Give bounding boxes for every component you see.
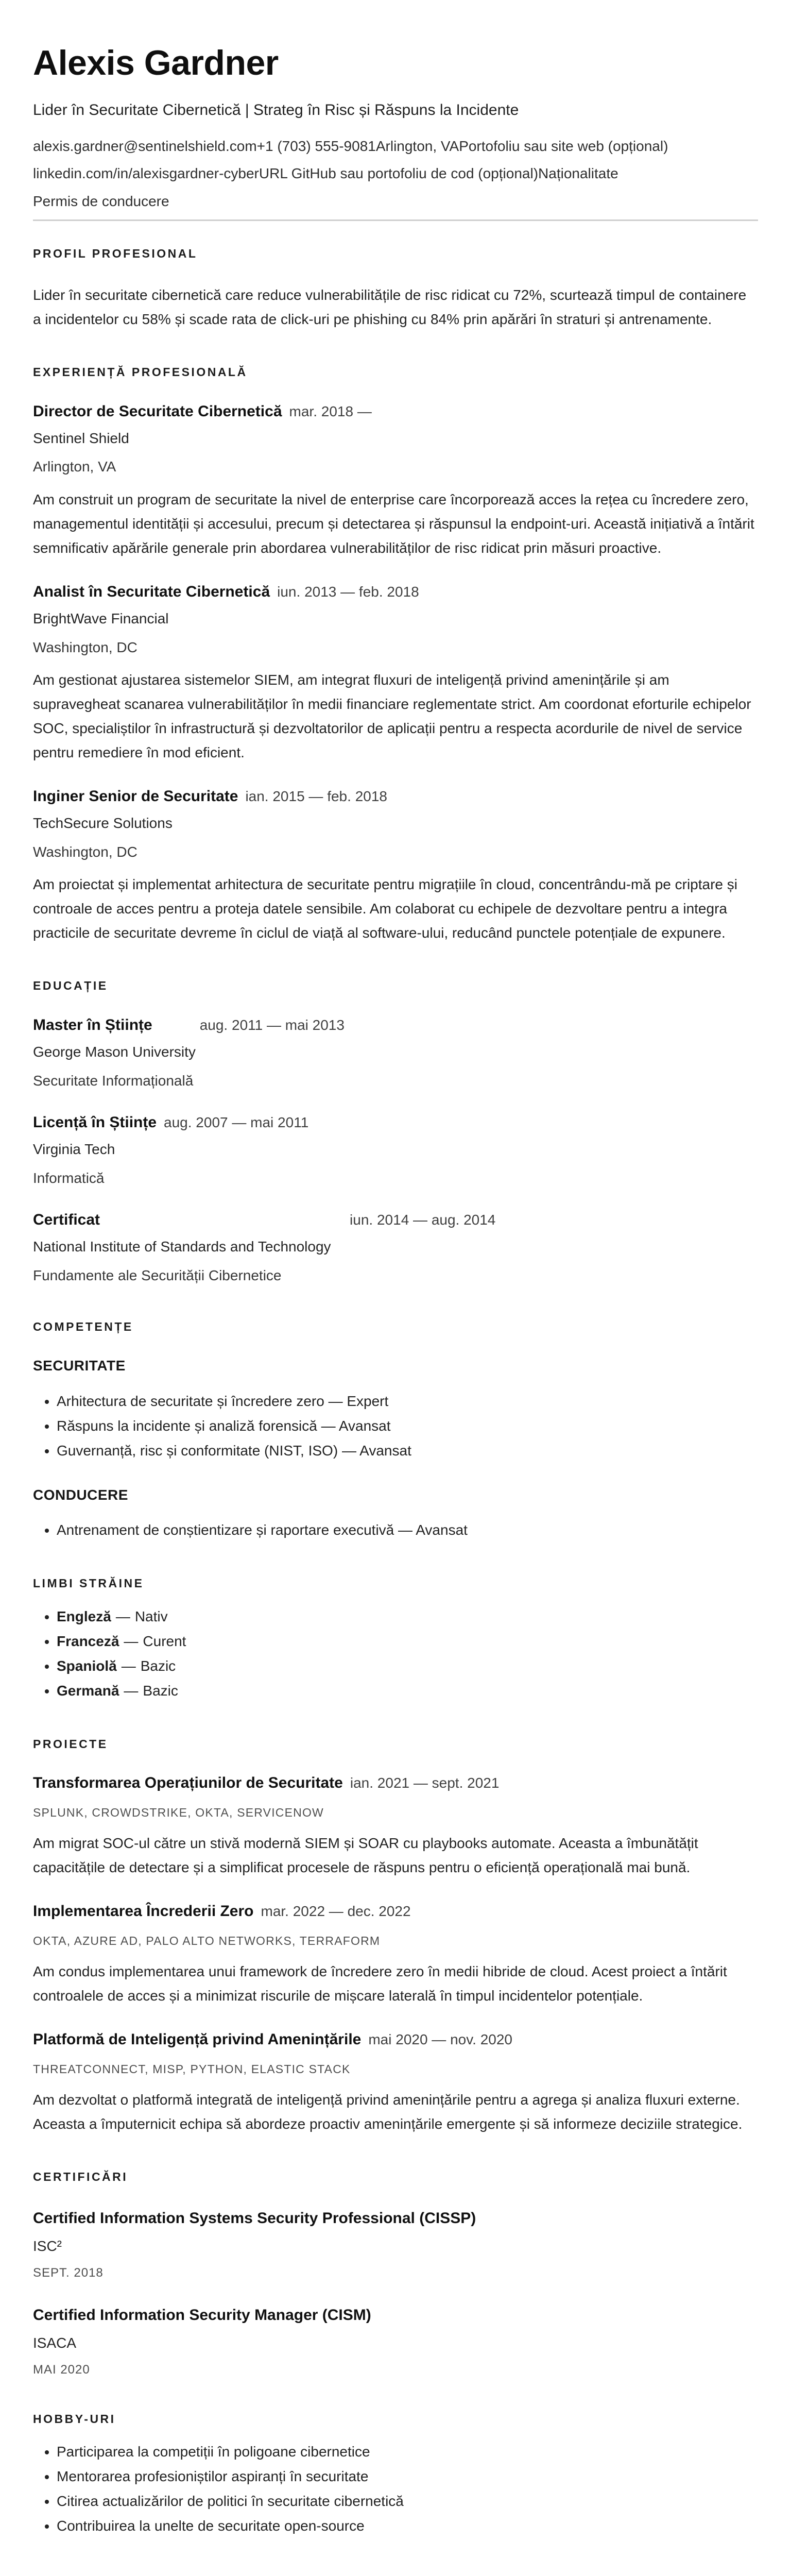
project-dates: ian. 2021 — sept. 2021 [350,1775,500,1791]
hobbies-list [33,2439,758,2538]
language-level: Bazic [140,1657,176,1674]
job-entry [33,582,758,765]
job-dates: iun. 2013 — feb. 2018 [277,583,419,600]
driving-license-text: Permis de conducere [33,193,169,209]
job-location: Arlington, VA [33,459,116,475]
job-company: Sentinel Shield [33,430,129,446]
contact-row-1 [33,137,758,157]
job-title-row [33,401,758,421]
project-entry [33,1901,758,2008]
project-title: Implementarea Încrederii Zero [33,1903,254,1920]
project-description: Am dezvoltat o platformă integrată de inteligență privind amenințările pentru a agrega și analiza fluxuri externe. Aceasta a împuternicit echipa să abordeze proactiv amenințările emergente și să informeze deciziile strategice. [33,2091,743,2132]
skills-list [33,1389,758,1463]
section-title-languages: LIMBI STRĂINE [33,1577,144,1590]
section-title-projects: PROIECTE [33,1737,108,1751]
education-dates: iun. 2014 — aug. 2014 [350,1212,496,1228]
section-title-hobbies: HOBBY-URI [33,2412,116,2426]
section-title-experience: EXPERIENȚĂ PROFESIONALĂ [33,365,248,379]
education-entry [33,1015,758,1091]
degree-title: Master în Științe [33,1016,152,1033]
job-description: Am construit un program de securitate la nivel de enterprise care încorporează acces la rețea cu încredere zero, managementul identității și accesului, precum și detectarea și răspunsul la endpoint-uri. Această inițiativă a întărit semnificativ apărările generale prin abordarea vulnerabilităților de risc ridicat prin măsuri proactive. [33,491,754,556]
skills-list [33,1518,758,1543]
project-title-row [33,1901,758,1921]
degree-title: Certificat [33,1211,100,1229]
skill-item: • Răspuns la incidente și analiză forensică — Avansat [57,1414,758,1438]
header-divider [33,219,758,221]
skill-item: • Guvernanță, risc și conformitate (NIST, ISO) — Avansat [57,1438,758,1463]
skills-group-title: CONDUCERE [33,1486,128,1503]
language-item [57,1629,758,1654]
cert-date: SEPT. 2018 [33,2266,104,2280]
job-dates: mar. 2018 — [289,403,372,419]
skills-group-title: SECURITATE [33,1358,126,1374]
education-title-row [33,1210,758,1230]
section-title-certifications: CERTIFICĂRI [33,2170,128,2183]
project-title: Transformarea Operațiunilor de Securitate [33,1774,343,1792]
language-separator: — [115,1608,130,1624]
phone-text: +1 (703) 555-9081 [256,138,376,154]
language-item [57,1604,758,1629]
section-title-profile: PROFIL PROFESIONAL [33,247,198,261]
language-level: Nativ [134,1608,168,1624]
education-school: National Institute of Standards and Technology [33,1239,331,1255]
hobby-item: • Participarea la competiții în poligoane cibernetice [57,2439,758,2464]
language-separator: — [124,1682,139,1699]
education-title-row [33,1015,758,1035]
education-field: Securitate Informațională [33,1072,194,1089]
cert-issuer: ISC² [33,2238,62,2254]
job-company: TechSecure Solutions [33,815,173,832]
language-name: Spaniolă [57,1657,117,1674]
job-title: Director de Securitate Cibernetică [33,402,282,420]
language-level: Curent [143,1633,186,1649]
project-description: Am migrat SOC-ul către un stivă modernă SIEM și SOAR cu playbooks automate. Aceasta a îmbunătățit capacitățile de detectare și a simplificat procesele de răspuns pentru o eficiență operațională mai bună. [33,1835,698,1876]
job-company: BrightWave Financial [33,610,169,626]
section-title-education: EDUCAȚIE [33,979,108,993]
linkedin-text: linkedin.com/in/alexisgardner-cyber [33,165,259,182]
cert-date: MAI 2020 [33,2363,90,2377]
project-tools: OKTA, AZURE AD, PALO ALTO NETWORKS, TERRAFORM [33,1934,381,1948]
language-item [57,1679,758,1703]
email-text: alexis.gardner@sentinelshield.com [33,138,257,154]
job-title: Analist în Securitate Cibernetică [33,583,270,600]
contact-row-3 [33,192,758,212]
language-name: Franceză [57,1633,119,1649]
profile-summary: Lider în securitate cibernetică care reduce vulnerabilitățile de risc ridicat cu 72%, scurtează timpul de containere a incidentelor cu 58% și scade rata de click-uri pe phishing cu 84% prin apărări în straturi și antrenamente. [33,287,747,328]
cert-name: Certified Information Systems Security Professional (CISSP) [33,2209,476,2227]
language-separator: — [124,1633,139,1649]
education-school: Virginia Tech [33,1141,115,1158]
job-location: Washington, DC [33,843,137,860]
cert-issuer: ISACA [33,2334,77,2351]
section-title-skills: COMPETENȚE [33,1319,133,1333]
job-entry [33,401,758,560]
resume-tagline: Lider în Securitate Cibernetică | Strateg în Risc și Răspuns la Incidente [33,101,519,119]
degree-title: Licență în Științe [33,1114,157,1131]
hobby-item: • Contribuirea la unelte de securitate open-source [57,2514,758,2538]
project-tools: SPLUNK, CROWDSTRIKE, OKTA, SERVICENOW [33,1806,324,1820]
github-placeholder-text: URL GitHub sau portofoliu de cod (opțional) [259,165,539,182]
job-location: Washington, DC [33,639,137,655]
nationality-placeholder-text: Naționalitate [538,165,618,182]
language-separator: — [121,1657,136,1674]
certification-entry [33,2208,758,2281]
education-entry [33,1210,758,1285]
language-name: Engleză [57,1608,111,1624]
job-description: Am gestionat ajustarea sistemelor SIEM, am integrat fluxuri de inteligență privind amenințările și am supravegheat scanarea vulnerabilităților în medii financiare reglementate strict. Am coordonat eforturile echipelor SOC, specialiștilor în infrastructură și dezvoltatorilor de aplicații pentru a respecta acordurile de nivel de service pentru remediere în mod eficient. [33,672,751,761]
project-title-row [33,1773,758,1793]
job-title-row [33,786,758,806]
project-entry [33,2029,758,2136]
education-dates: aug. 2011 — mai 2013 [199,1016,345,1033]
job-title: Inginer Senior de Securitate [33,788,238,805]
job-entry [33,786,758,945]
skill-item: • Arhitectura de securitate și încredere zero — Expert [57,1389,758,1414]
hobby-item: • Mentorarea profesioniștilor aspiranți în securitate [57,2464,758,2489]
resume-name: Alexis Gardner [33,43,279,82]
project-dates: mar. 2022 — dec. 2022 [261,1903,411,1920]
contact-row-2 [33,164,758,184]
website-placeholder-text: Portofoliu sau site web (opțional) [459,138,668,154]
education-field: Fundamente ale Securității Cibernetice [33,1267,282,1284]
language-level: Bazic [143,1682,178,1699]
education-school: George Mason University [33,1043,196,1060]
project-entry [33,1773,758,1879]
project-title: Platformă de Inteligență privind Amenințările [33,2031,362,2048]
project-title-row [33,2029,758,2049]
project-dates: mai 2020 — nov. 2020 [368,2031,513,2048]
job-description: Am proiectat și implementat arhitectura de securitate pentru migrațiile în cloud, concentrându-mă pe criptare și controale de acces pentru a proteja datele sensibile. Am colaborat cu echipele de dezvoltare pentru a integra practicile de securitate devreme în ciclul de viață al software-ului, reducând punctele potențiale de expunere. [33,876,737,941]
job-title-row [33,582,758,602]
language-item [57,1654,758,1679]
language-name: Germană [57,1682,119,1699]
education-dates: aug. 2007 — mai 2011 [164,1114,309,1131]
certification-entry [33,2305,758,2378]
project-description: Am condus implementarea unui framework de încredere zero în medii hibride de cloud. Acest proiect a întărit controalele de acces și a minimizat riscurile de mișcare laterală în timpul incidentelor potențiale. [33,1963,727,2004]
project-tools: THREATCONNECT, MISP, PYTHON, ELASTIC STACK [33,2062,351,2076]
education-entry [33,1112,758,1188]
hobby-item: • Citirea actualizărilor de politici în securitate cibernetică [57,2489,758,2514]
education-field: Informatică [33,1170,105,1186]
education-title-row [33,1112,758,1132]
job-dates: ian. 2015 — feb. 2018 [245,788,387,805]
skill-item: • Antrenament de conștientizare și raportare executivă — Avansat [57,1518,758,1543]
location-text: Arlington, VA [375,138,459,154]
languages-list [33,1604,758,1703]
cert-name: Certified Information Security Manager (CISM) [33,2306,371,2324]
